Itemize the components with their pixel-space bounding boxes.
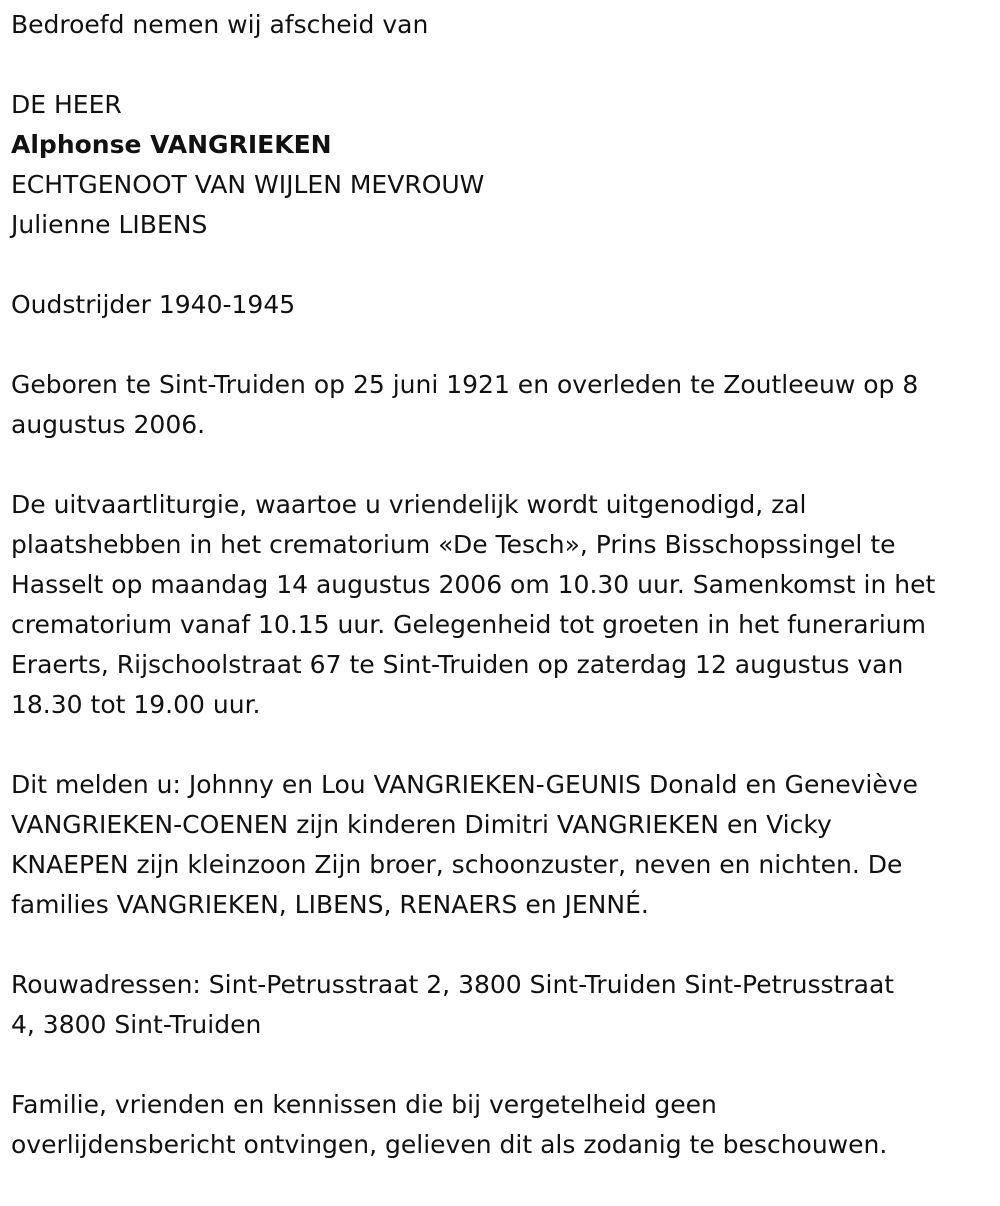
addresses-paragraph xyxy=(11,965,991,1045)
paragraph-line: overlijdensbericht ontvingen, gelieven dit als zodanig te beschouwen. xyxy=(11,1130,888,1159)
spacer xyxy=(11,1045,992,1085)
closing-paragraph xyxy=(11,1085,991,1165)
ceremony-paragraph xyxy=(11,485,991,725)
paragraph-line: 4, 3800 Sint-Truiden xyxy=(11,1010,262,1039)
paragraph-line: families VANGRIEKEN, LIBENS, RENAERS en JENNÉ. xyxy=(11,890,649,919)
paragraph-line: augustus 2006. xyxy=(11,410,206,439)
paragraph-line: Familie, vrienden en kennissen die bij vergetelheid geen xyxy=(11,1090,717,1119)
spacer xyxy=(11,925,992,965)
spacer xyxy=(11,445,992,485)
spouse-title: ECHTGENOOT VAN WIJLEN MEVROUW xyxy=(11,170,485,199)
paragraph-line: KNAEPEN zijn kleinzoon Zijn broer, schoonzuster, neven en nichten. De xyxy=(11,850,903,879)
paragraph-line: Hasselt op maandag 14 augustus 2006 om 10.30 uur. Samenkomst in het xyxy=(11,570,936,599)
paragraph-line: crematorium vanaf 10.15 uur. Gelegenheid tot groeten in het funerarium xyxy=(11,610,926,639)
spacer xyxy=(11,45,992,85)
announcers-paragraph xyxy=(11,765,991,925)
paragraph-line: Eraerts, Rijschoolstraat 67 te Sint-Truiden op zaterdag 12 augustus van xyxy=(11,650,904,679)
paragraph-line: VANGRIEKEN-COENEN zijn kinderen Dimitri VANGRIEKEN en Vicky xyxy=(11,810,832,839)
birth-death-paragraph xyxy=(11,365,991,445)
veteran-note: Oudstrijder 1940-1945 xyxy=(11,290,296,319)
spacer xyxy=(11,245,992,285)
paragraph-line: 18.30 tot 19.00 uur. xyxy=(11,690,261,719)
intro-text: Bedroefd nemen wij afscheid van xyxy=(11,10,429,39)
paragraph-line: Geboren te Sint-Truiden op 25 juni 1921 en overleden te Zoutleeuw op 8 xyxy=(11,370,919,399)
spacer xyxy=(11,325,992,365)
paragraph-line: De uitvaartliturgie, waartoe u vriendelijk wordt uitgenodigd, zal xyxy=(11,490,807,519)
paragraph-line: Dit melden u: Johnny en Lou VANGRIEKEN-GEUNIS Donald en Geneviève xyxy=(11,770,918,799)
paragraph-line: plaatshebben in het crematorium «De Tesch», Prins Bisschopssingel te xyxy=(11,530,896,559)
spacer xyxy=(11,725,992,765)
paragraph-line: Rouwadressen: Sint-Petrusstraat 2, 3800 Sint-Truiden Sint-Petrusstraat xyxy=(11,970,895,999)
deceased-name: Alphonse VANGRIEKEN xyxy=(11,130,332,159)
spouse-name: Julienne LIBENS xyxy=(11,210,208,239)
honorific: DE HEER xyxy=(11,90,122,119)
